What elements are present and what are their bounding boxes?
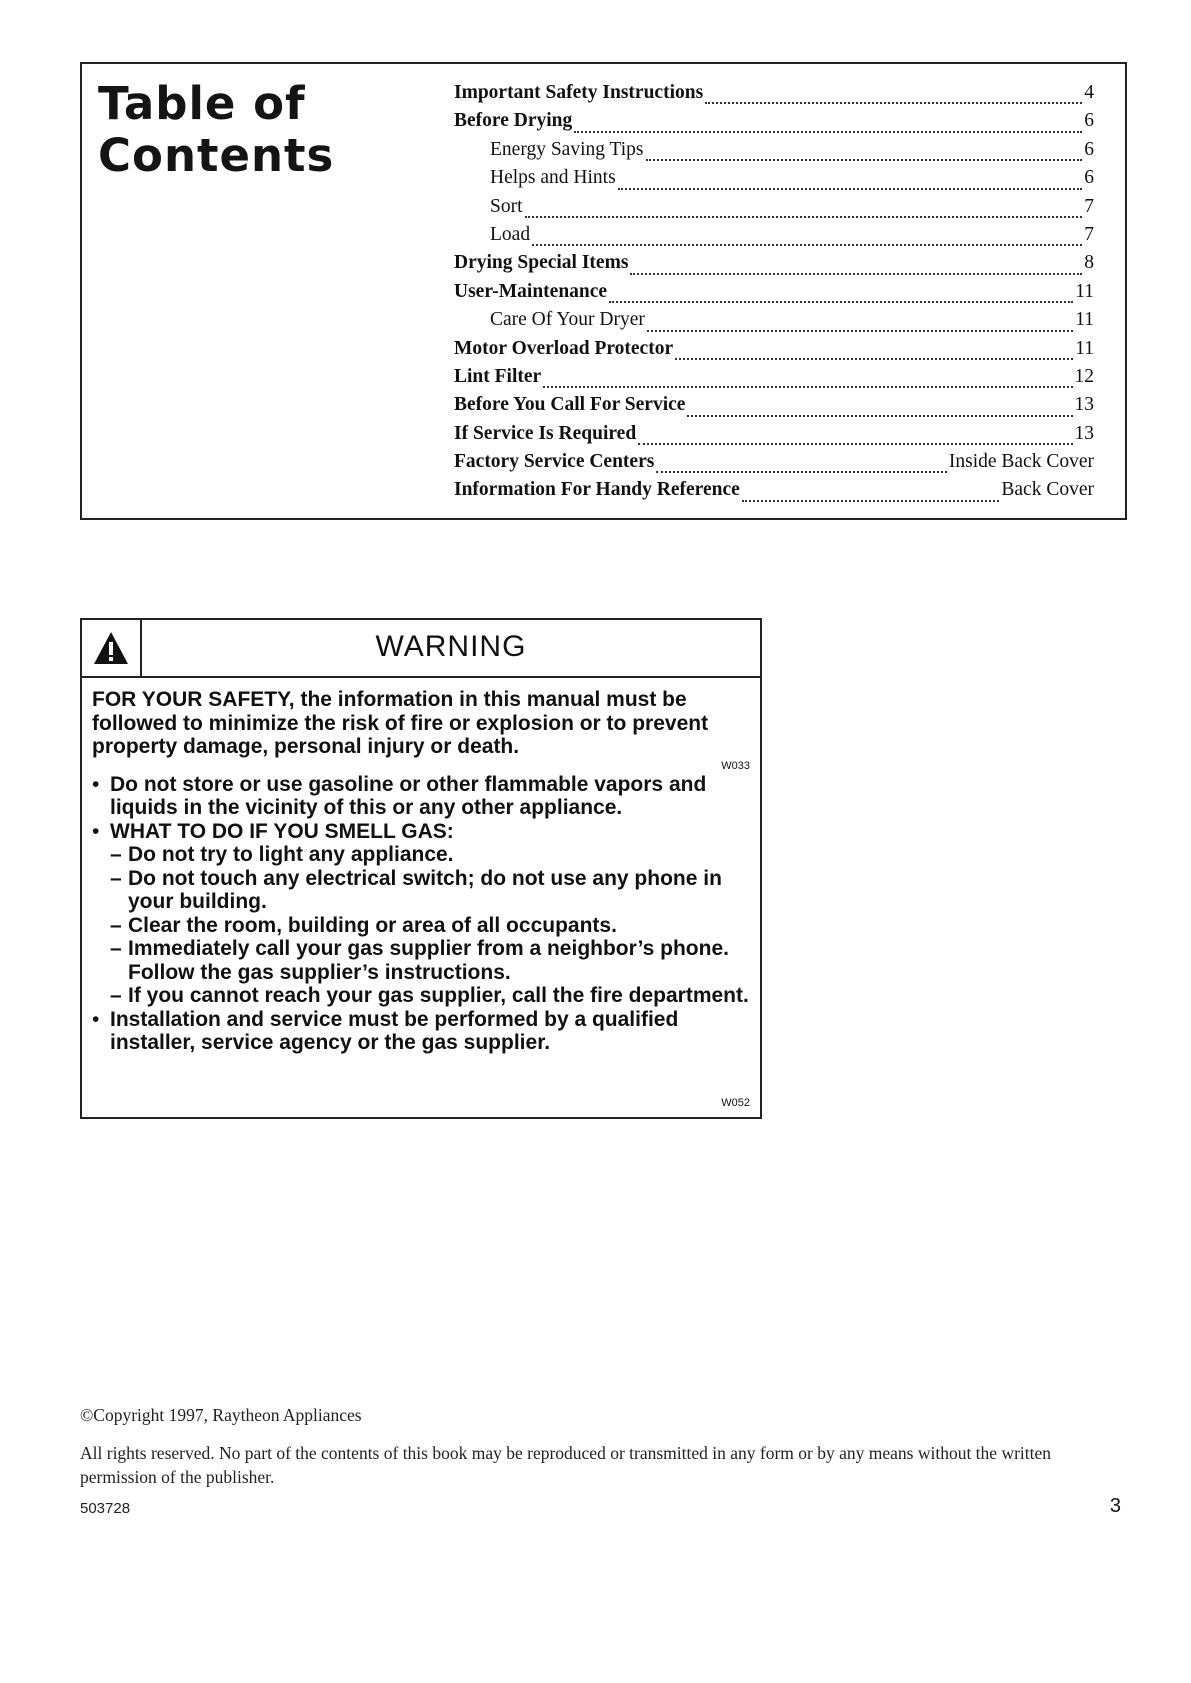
warning-title: WARNING [375,630,527,663]
warning-sub-item: – If you cannot reach your gas supplier, call the fire department. [110,984,752,1008]
toc-entry-label: Sort [490,195,523,217]
toc-entry-page: 6 [1084,110,1094,132]
toc-entry-label: User-Maintenance [454,280,608,302]
toc-entry-label: Information For Handy Reference [454,479,740,501]
toc-entry-page: 11 [1075,309,1094,331]
warning-bullet-smell-gas [92,820,752,1008]
toc-entry-label: Important Safety Instructions [454,82,704,103]
toc-leader-dots [647,330,1073,332]
toc-leader-dots [687,415,1072,417]
warning-intro: FOR YOUR SAFETY, the information in this manual must be followed to minimize the risk of fire or explosion or to prevent property damage, personal injury or death. [92,688,709,758]
toc-entry-page: Back Cover [1001,479,1094,501]
table-of-contents [80,62,1127,520]
toc-entry-page: 7 [1084,195,1094,217]
warning-code-top: W033 [721,759,750,772]
toc-entry-sort[interactable] [454,196,1094,224]
toc-entry-page: 8 [1084,252,1094,274]
toc-entry-page: 12 [1074,365,1094,387]
document-number: 503728 [80,1500,131,1517]
warning-bullet-smell-gas-label: WHAT TO DO IF YOU SMELL GAS: [110,819,454,843]
toc-leader-dots [532,244,1082,246]
toc-entry-label: Care Of Your Dryer [490,309,645,331]
toc-entry-page: Inside Back Cover [948,451,1094,473]
toc-entry-drying-special-items[interactable] [454,252,1094,280]
toc-entry-important-safety-instructions[interactable] [454,82,1094,110]
toc-leader-dots [705,102,1082,104]
toc-entry-label: Factory Service Centers [454,451,655,473]
warning-code-bottom: W052 [721,1097,750,1109]
toc-entry-care-of-your-dryer[interactable] [454,309,1094,337]
warning-box [80,618,762,1119]
toc-entry-user-maintenance[interactable] [454,281,1094,309]
toc-leader-dots [646,159,1083,161]
warning-icon-cell [82,620,142,676]
warning-bullet-installation: • Installation and service must be performed by a qualified installer, service agency or the gas supplier. [92,1008,752,1055]
toc-entry-before-drying[interactable] [454,110,1094,138]
page-number: 3 [1109,1495,1121,1517]
warning-sub-item: – Do not try to light any appliance. [110,843,752,867]
toc-entry-energy-saving-tips[interactable] [454,139,1094,167]
toc-leader-dots [618,188,1083,190]
toc-entry-label: Lint Filter [454,365,542,387]
toc-entry-page: 11 [1075,337,1094,359]
toc-entry-factory-service-centers[interactable] [454,451,1094,479]
toc-heading [98,78,398,182]
toc-entry-label: Load [490,223,531,245]
toc-entry-label: Motor Overload Protector [454,337,674,359]
warning-sub-item: – Immediately call your gas supplier from a neighbor’s phone. Follow the gas supplier’s instructions. [110,937,752,984]
warning-list [92,773,752,1055]
toc-leader-dots [630,273,1082,275]
toc-entry-label: Energy Saving Tips [490,138,644,160]
toc-leader-dots [543,386,1072,388]
warning-header [82,620,760,678]
toc-entry-if-service-is-required[interactable] [454,423,1094,451]
toc-list [454,82,1094,508]
toc-leader-dots [675,358,1073,360]
copyright-block [80,1403,1130,1489]
rights-statement: All rights reserved. No part of the contents of this book may be reproduced or transmitted in any form or by any means without the written permission of the publisher. [80,1443,1052,1487]
toc-entry-label: Before You Call For Service [454,394,686,416]
toc-entry-load[interactable] [454,224,1094,252]
toc-entry-label: Helps and Hints [490,167,616,189]
toc-entry-label: Before Drying [454,110,573,132]
toc-leader-dots [525,216,1083,218]
toc-entry-label: Drying Special Items [454,252,629,274]
warning-sub-item: – Clear the room, building or area of all occupants. [110,914,752,938]
warning-sub-item: – Do not touch any electrical switch; do not use any phone in your building. [110,867,752,914]
warning-bullet-flammable: • Do not store or use gasoline or other flammable vapors and liquids in the vicinity of this or any other appliance. [92,773,752,820]
toc-leader-dots [638,443,1072,445]
toc-entry-page: 7 [1084,223,1094,245]
toc-entry-information-for-handy-reference[interactable] [454,479,1094,507]
toc-heading-line-2: Contents [98,129,335,182]
toc-leader-dots [574,131,1082,133]
toc-entry-page: 11 [1075,280,1094,302]
toc-leader-dots [742,500,1000,502]
warning-sub-list [110,843,752,1008]
toc-leader-dots [609,301,1073,303]
toc-entry-motor-overload-protector[interactable] [454,338,1094,366]
toc-entry-helps-and-hints[interactable] [454,167,1094,195]
warning-body [92,688,752,1055]
toc-entry-before-you-call-for-service[interactable] [454,394,1094,422]
toc-entry-page: 13 [1074,422,1094,444]
toc-entry-lint-filter[interactable] [454,366,1094,394]
toc-entry-label: If Service Is Required [454,422,637,444]
toc-entry-page: 13 [1074,394,1094,416]
toc-heading-line-1: Table of [98,77,306,130]
copyright-line: ©Copyright 1997, Raytheon Appliances [80,1405,362,1425]
toc-entry-page: 4 [1084,82,1094,103]
toc-entry-page: 6 [1084,138,1094,160]
toc-entry-page: 6 [1084,167,1094,189]
toc-leader-dots [656,471,947,473]
warning-triangle-icon [92,630,130,666]
